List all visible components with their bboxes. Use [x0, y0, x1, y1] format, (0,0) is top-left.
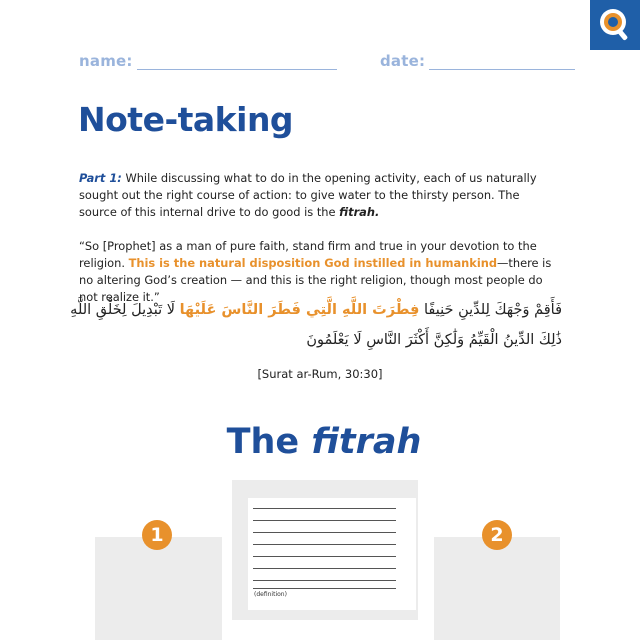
definition-line[interactable]	[253, 588, 396, 589]
badge-1: 1	[142, 520, 172, 550]
verse-citation: [Surat ar-Rum, 30:30]	[257, 367, 383, 381]
part1-label: Part 1:	[79, 171, 122, 185]
part1-paragraph	[79, 170, 559, 221]
name-label: name:	[79, 52, 133, 70]
quote-rest: —there is no altering God’s creation — and this is the right religion, though most people do not realize it.”	[79, 256, 552, 304]
definition-line[interactable]	[253, 568, 396, 569]
q-magnifier-logo-icon	[598, 7, 632, 43]
arabic-verse	[70, 295, 562, 355]
section-title	[0, 422, 640, 462]
quote-highlight: This is the natural disposition God instilled in humankind	[128, 256, 498, 270]
header-fields	[79, 52, 570, 74]
definition-card[interactable]	[248, 498, 416, 610]
arabic-highlight: فِطْرَتَ اللَّهِ الَّتِي فَطَرَ النَّاسَ عَلَيْهَا	[179, 302, 420, 318]
section-title-the: The	[226, 422, 312, 462]
definition-line[interactable]	[253, 556, 396, 557]
diagram-box-left	[95, 537, 222, 640]
part1-text: While discussing what to do in the opening activity, each of us naturally sought out the right course of action: to give water to the thirsty person. The source of this internal drive to do good is the	[79, 171, 537, 219]
date-line[interactable]	[429, 53, 575, 70]
name-field[interactable]	[79, 52, 337, 70]
date-label: date:	[380, 52, 426, 70]
diagram-box-right	[434, 537, 560, 640]
section-title-fitrah: fitrah	[311, 422, 422, 462]
part1-term: fitrah.	[339, 205, 380, 219]
definition-line[interactable]	[253, 532, 396, 533]
page-title: Note-taking	[78, 100, 294, 139]
definition-line[interactable]	[253, 544, 396, 545]
quote-open: “So [Prophet] as a man of pure faith, stand firm and true in your devotion to the religion.	[79, 239, 537, 270]
name-line[interactable]	[137, 53, 337, 70]
definition-label: (definition)	[254, 591, 287, 598]
date-field[interactable]	[380, 52, 575, 70]
arabic-before: فَأَقِمْ وَجْهَكَ لِلدِّينِ حَنِيفًا	[419, 302, 562, 318]
arabic-after: لَا تَبْدِيلَ لِخَلْقِ اللَّهِ ذَٰلِكَ الدِّينُ الْقَيِّمُ وَلَٰكِنَّ أَكْثَرَ النَّاسِ لَا يَعْلَمُونَ	[70, 302, 562, 348]
logo-badge	[590, 0, 640, 50]
definition-line[interactable]	[253, 508, 396, 509]
definition-line[interactable]	[253, 580, 396, 581]
definition-line[interactable]	[253, 520, 396, 521]
badge-2: 2	[482, 520, 512, 550]
